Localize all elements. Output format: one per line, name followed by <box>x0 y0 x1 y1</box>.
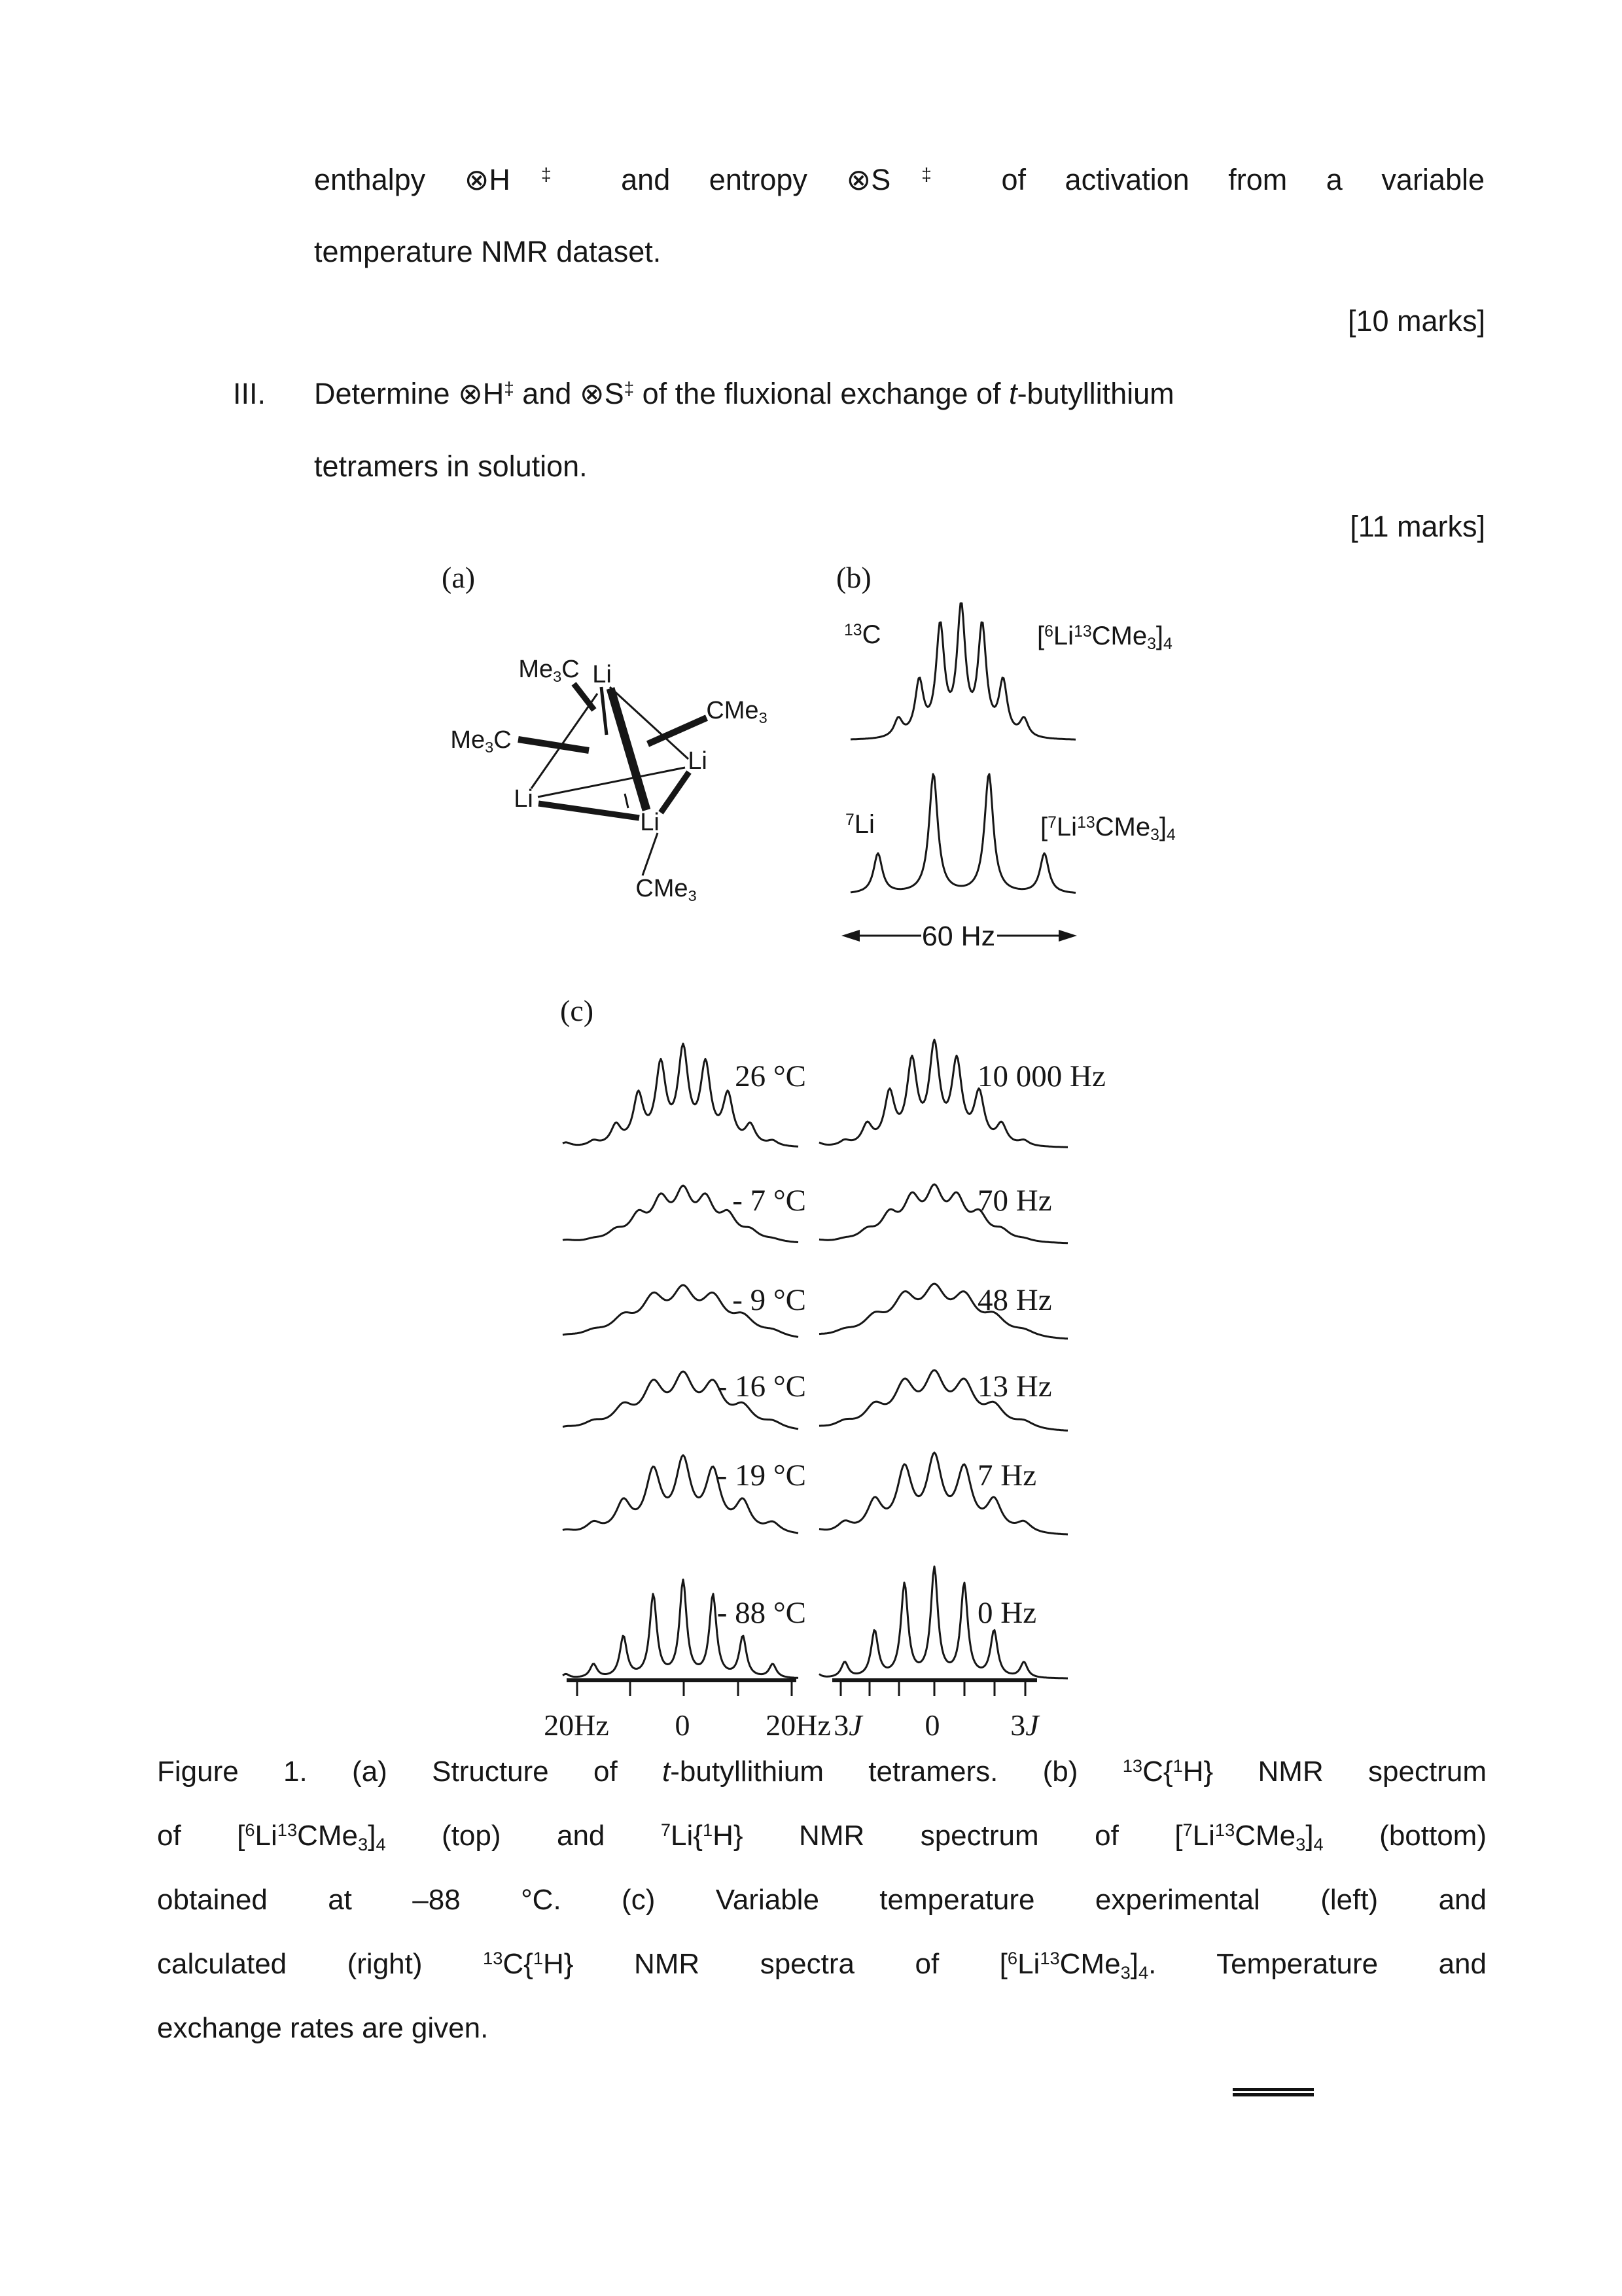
item-iii-line-2: tetramers in solution. <box>314 450 588 483</box>
item-iii-numeral: III. <box>233 377 266 410</box>
caption-line-5: exchange rates are given. <box>157 2012 489 2044</box>
atom-label-li-bottom: Li <box>640 809 660 837</box>
axis-left-tick-label-2: 20Hz <box>766 1708 831 1742</box>
atom-label-cme3-bottom: CMe3 <box>635 875 697 904</box>
atom-label-li-right: Li <box>688 747 707 775</box>
temp-label-2: - 9 °C <box>732 1283 806 1317</box>
panel-b-label: (b) <box>836 561 872 594</box>
axis-right-j <box>818 1676 1080 1710</box>
species-7li-label: [$^7$Li$^{13}$CMe3]4 <box>1040 813 1176 844</box>
item-iii-line-1: Determine ⊗H‡ and ⊗S‡ of the fluxional exchange of t-butyllithium <box>314 377 1174 410</box>
double-underline-mark <box>1233 2088 1314 2096</box>
temp-label-3: - 16 °C <box>716 1369 806 1404</box>
rate-label-4: 7 Hz <box>978 1458 1037 1492</box>
temp-label-0: 26 °C <box>735 1059 806 1093</box>
rate-label-3: 13 Hz <box>978 1369 1052 1404</box>
rate-label-1: 70 Hz <box>978 1184 1052 1218</box>
rate-label-0: 10 000 Hz <box>978 1059 1106 1093</box>
structure-bonds <box>445 654 785 929</box>
temp-label-5: - 88 °C <box>716 1596 806 1630</box>
axis-right-tick-label-2: 3J <box>1010 1708 1039 1742</box>
axis-right-tick-label-1: 0 <box>925 1708 940 1742</box>
caption-line-4: calculated (right) $^{13}$C{$^1$H} NMR spectra of [$^6$Li$^{13}$CMe3]4. Temperature and <box>157 1948 1487 1983</box>
atom-label-me3c-left: Me3C <box>450 726 512 756</box>
structure-diagram <box>445 654 785 929</box>
rate-label-5: 0 Hz <box>978 1596 1037 1630</box>
scale-bar-label: 60 Hz <box>921 921 996 952</box>
caption-line-2: of [$^6$Li$^{13}$CMe3]4 (top) and $^7$Li{$^1$H} NMR spectrum of [$^7$Li$^{13}$CMe3]4 (bottom) <box>157 1820 1487 1854</box>
axis-left-tick-label-0: 20Hz <box>544 1708 609 1742</box>
atom-label-li-top: Li <box>592 661 612 689</box>
temp-label-4: - 19 °C <box>716 1458 806 1492</box>
spectrum-7li-7li <box>851 761 1076 897</box>
body-line-1: enthalpy ⊗H‡ and entropy ⊗S‡ of activation from a variable <box>314 163 1485 196</box>
marks-11-label: [11 marks] <box>1350 510 1485 543</box>
axis-left-hz <box>556 1676 818 1710</box>
atom-label-li-bottom-left: Li <box>514 785 533 813</box>
caption-line-3: obtained at –88 °C. (c) Variable temperature experimental (left) and <box>157 1884 1487 1916</box>
marks-10-label: [10 marks] <box>1347 304 1485 338</box>
panel-a-label: (a) <box>442 561 476 594</box>
panel-c-label: (c) <box>560 994 594 1027</box>
species-6li-label: [$^6$Li$^{13}$CMe3]4 <box>1037 622 1172 653</box>
axis-right-tick-label-0: 3J <box>834 1708 862 1742</box>
caption-line-1: Figure 1. (a) Structure of t-butyllithium tetramers. (b) $^{13}$C{$^1$H} NMR spectrum <box>157 1756 1487 1788</box>
rate-label-2: 48 Hz <box>978 1283 1052 1317</box>
temp-label-1: - 7 °C <box>732 1184 806 1218</box>
axis-left-tick-label-1: 0 <box>675 1708 690 1742</box>
atom-label-cme3-right: CMe3 <box>706 697 767 726</box>
spectrum-13c-6li <box>851 588 1076 745</box>
body-line-2: temperature NMR dataset. <box>314 235 661 268</box>
nucleus-13c-label: $^{13}$C <box>844 620 881 649</box>
atom-label-me3c-top: Me3C <box>518 656 580 685</box>
nucleus-7li-label: $^7$Li <box>845 810 875 839</box>
